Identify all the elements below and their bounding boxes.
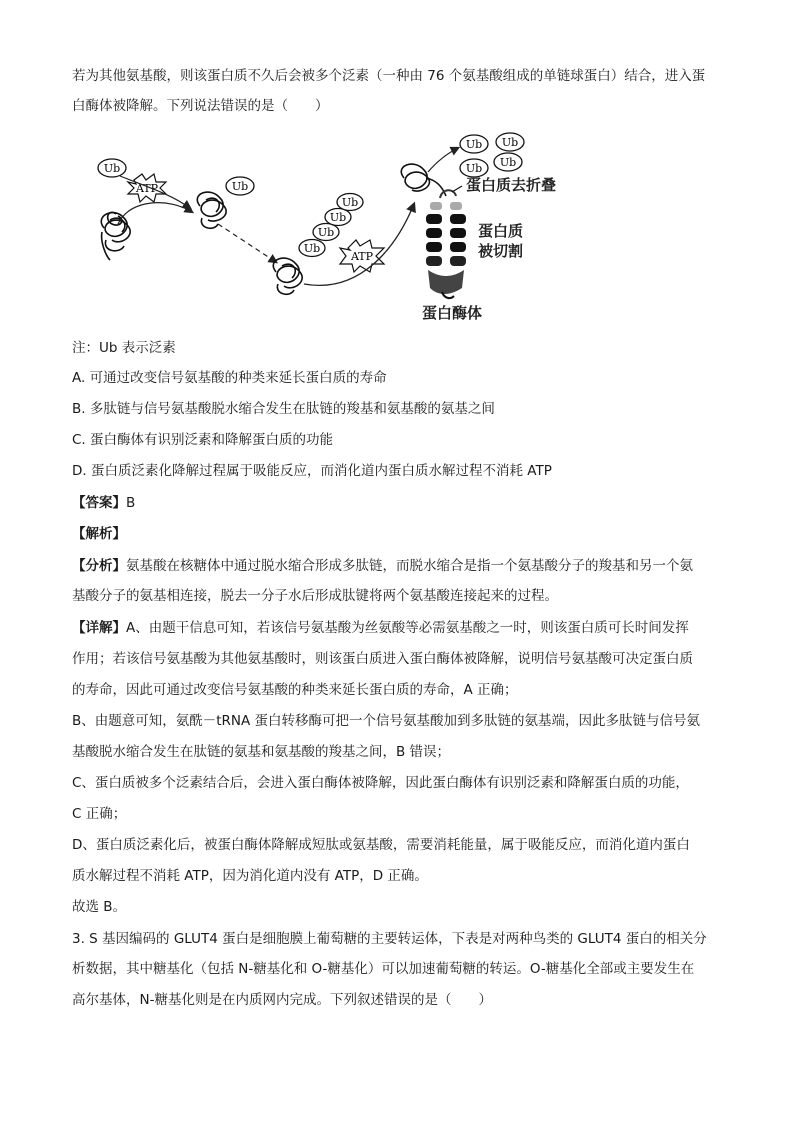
svg-text:Ub: Ub xyxy=(329,211,347,224)
fenxi-line-1: 【分析】氨基酸在核糖体中通过脱水缩合形成多肽链，而脱水缩合是指一个氨基酸分子的羧基和另一个氨 xyxy=(72,558,693,574)
detail-a-line-1: 【详解】A、由题干信息可知，若该信号氨基酸为丝氨酸等必需氨基酸之一时，则该蛋白质可长时间发挥 xyxy=(72,620,689,636)
intro-line-2: 白酶体被降解。下列说法错误的是（ ） xyxy=(72,98,329,114)
intro-line-1: 若为其他氨基酸，则该蛋白质不久后会被多个泛素（一种由 76 个氨基酸组成的单链球蛋白）结合，进入蛋 xyxy=(72,68,706,84)
svg-text:Ub: Ub xyxy=(317,226,335,239)
detail-b-line-2: 基酸脱水缩合发生在肽链的氨基和氨基酸的羧基之间，B 错误； xyxy=(72,744,451,760)
answer-line xyxy=(72,493,135,513)
detail-c-line-2: C 正确； xyxy=(72,806,127,822)
svg-text:Ub: Ub xyxy=(303,242,321,255)
option-d: D. 蛋白质泛素化降解过程属于吸能反应，而消化道内蛋白质水解过程不消耗 ATP xyxy=(72,463,552,479)
svg-text:Ub: Ub xyxy=(231,180,249,193)
folded-protein-2 xyxy=(197,192,226,228)
folded-protein-1 xyxy=(101,212,130,260)
folded-protein-4 xyxy=(401,164,446,196)
option-b: B. 多肽链与信号氨基酸脱水缩合发生在肽链的羧基和氨基酸的氨基之间 xyxy=(72,401,495,417)
detail-a-line-2: 作用；若该信号氨基酸为其他氨基酸时，则该蛋白质进入蛋白酶体被降解，说明信号氨基酸可决定蛋白质 xyxy=(72,651,693,667)
ubiquitin-bound-1 xyxy=(226,177,254,195)
detail-c-line-1: C、蛋白质被多个泛素结合后，会进入蛋白酶体被降解，因此蛋白酶体有识别泛素和降解蛋白质的功能， xyxy=(72,775,689,791)
q3-line-1: 3. S 基因编码的 GLUT4 蛋白是细胞膜上葡萄糖的主要转运体，下表是对两种鸟类的 GLUT4 蛋白的相关分 xyxy=(72,931,707,947)
figure-note: 注：Ub 表示泛素 xyxy=(72,340,176,356)
fenxi-tag: 【分析】 xyxy=(72,558,126,574)
detail-b-line-1: B、由题意可知，氨酰－tRNA 蛋白转移酶可把一个信号氨基酸加到多肽链的氨基端，因此多肽链与信号氨 xyxy=(72,713,701,729)
fenxi-line-2: 基酸分子的氨基相连接，脱去一分子水后形成肽键将两个氨基酸连接起来的过程。 xyxy=(72,588,558,604)
cut-label-1: 蛋白质 xyxy=(478,222,524,240)
proteasome xyxy=(426,190,466,298)
folded-protein-3 xyxy=(273,258,302,294)
atp-burst-1 xyxy=(128,174,166,202)
ubiquitin-proteasome-figure xyxy=(90,128,590,338)
q3-line-3: 高尔基体，N-糖基化则是在内质网内完成。下列叙述错误的是（ ） xyxy=(72,992,492,1008)
option-c: C. 蛋白酶体有识别泛素和降解蛋白质的功能 xyxy=(72,432,334,448)
svg-text:Ub: Ub xyxy=(465,162,483,175)
svg-text:Ub: Ub xyxy=(501,136,519,149)
atp-burst-2 xyxy=(340,240,384,272)
option-a: A. 可通过改变信号氨基酸的种类来延长蛋白质的寿命 xyxy=(72,370,387,386)
atp-label: ATP xyxy=(135,182,159,195)
svg-text:Ub: Ub xyxy=(341,196,359,209)
q3-line-2: 析数据，其中糖基化（包括 N-糖基化和 O-糖基化）可以加速葡萄糖的转运。O-糖基化全部或主要发生在 xyxy=(72,961,695,977)
ubiquitin-free xyxy=(98,159,126,177)
detail-d-line-2: 质水解过程不消耗 ATP，因为消化道内没有 ATP，D 正确。 xyxy=(72,868,428,884)
detail-d-line-1: D、蛋白质泛素化后，被蛋白酶体降解成短肽或氨基酸，需要消耗能量，属于吸能反应，而消化道内蛋白 xyxy=(72,837,690,853)
unfold-label: 蛋白质去折叠 xyxy=(466,176,557,194)
cut-label-2: 被切割 xyxy=(478,242,524,260)
svg-text:ATP: ATP xyxy=(350,250,374,263)
detail-a-line-3: 的寿命，因此可通过改变信号氨基酸的种类来延长蛋白质的寿命，A 正确； xyxy=(72,682,518,698)
detail-tag: 【详解】 xyxy=(72,620,126,636)
svg-text:Ub: Ub xyxy=(499,156,517,169)
conclusion: 故选 B。 xyxy=(72,899,127,915)
answer-tag: 【答案】 xyxy=(72,495,126,511)
ub-label: Ub xyxy=(103,162,121,175)
answer-value: B xyxy=(126,495,136,511)
proteasome-label: 蛋白酶体 xyxy=(422,304,483,322)
released-ubiquitin xyxy=(460,133,524,177)
svg-text:Ub: Ub xyxy=(465,138,483,151)
analysis-tag: 【解析】 xyxy=(72,526,126,542)
